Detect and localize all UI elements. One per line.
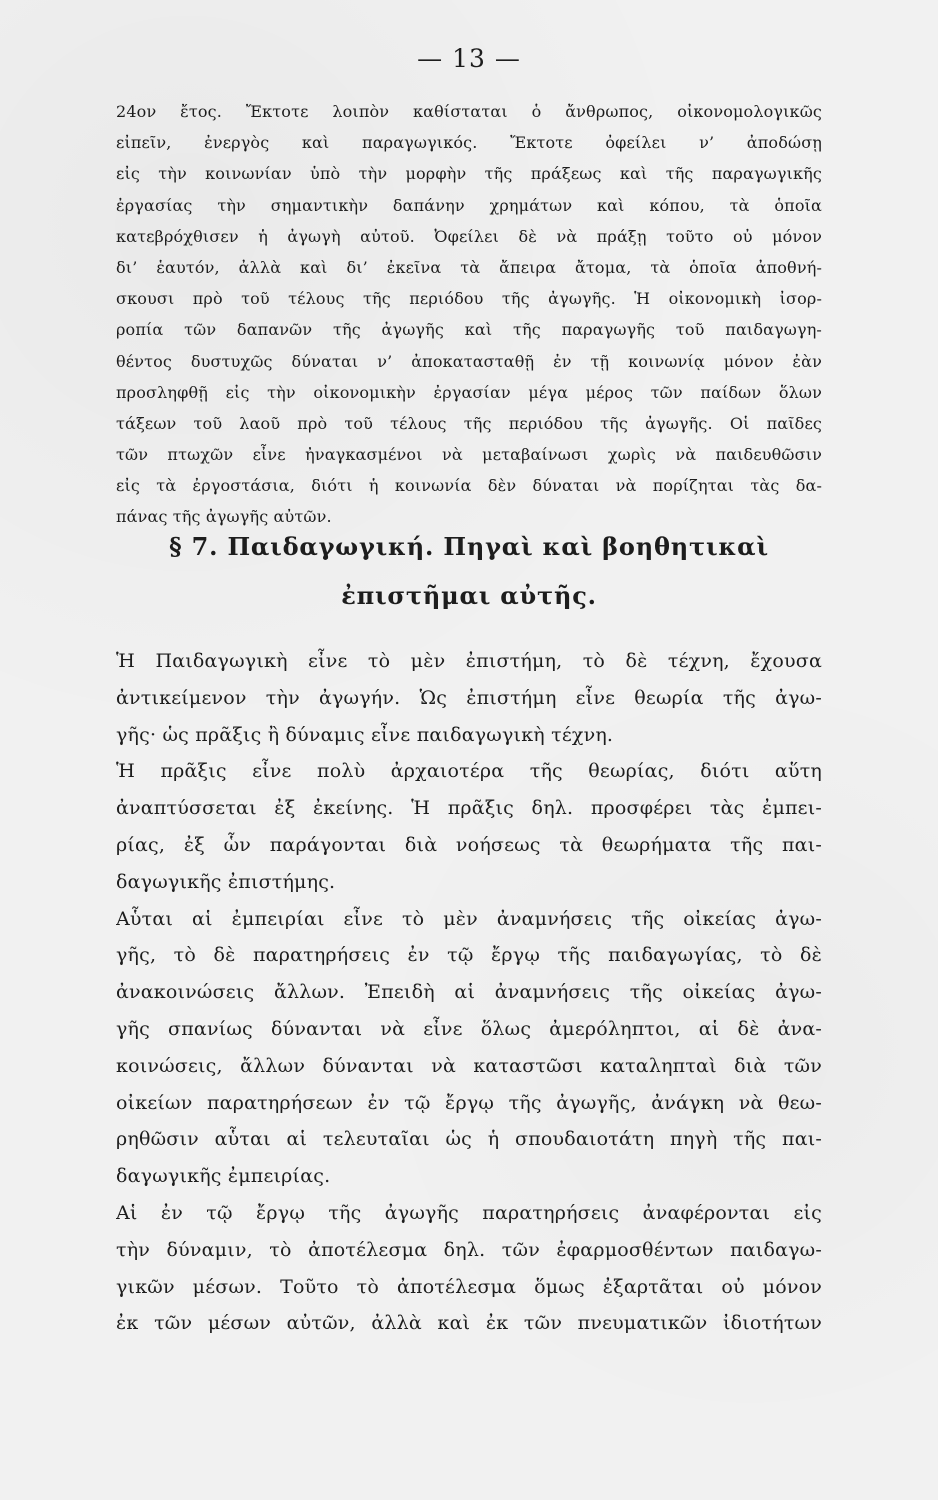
text-line: τῶν πτωχῶν εἶνε ἠναγκασμένοι νὰ μεταβαίνωσι χωρὶς νὰ παιδευθῶσιν — [116, 445, 822, 465]
text-line: ἀνακοινώσεις ἄλλων. Ἐπειδὴ αἱ ἀναμνήσεις τῆς οἰκείας ἀγω- — [116, 981, 822, 1004]
text-line: ἐργασίας τὴν σημαντικὴν δαπάνην χρημάτων καὶ κόπου, τὰ ὁποῖα — [116, 195, 822, 215]
text-line: τάξεων τοῦ λαοῦ πρὸ τοῦ τέλους τῆς περιόδου τῆς ἀγωγῆς. Οἱ παῖδες — [116, 413, 822, 433]
text-line: εἰπεῖν, ἐνεργὸς καὶ παραγωγικός. Ἔκτοτε ὀφείλει ν’ ἀποδώσῃ — [116, 133, 822, 153]
text-line: Αὗται αἱ ἐμπειρίαι εἶνε τὸ μὲν ἀναμνήσεις τῆς οἰκείας ἀγω- — [116, 907, 822, 930]
text-line: δι’ ἑαυτόν, ἀλλὰ καὶ δι’ ἐκεῖνα τὰ ἄπειρα ἄτομα, τὰ ὁποῖα ἀποθνή- — [116, 257, 822, 277]
text-line: 24ον ἔτος. Ἔκτοτε λοιπὸν καθίσταται ὁ ἄνθρωπος, οἰκονομολογικῶς — [116, 102, 822, 121]
text-line: Ἡ πρᾶξις εἶνε πολὺ ἀρχαιοτέρα τῆς θεωρίας, διότι αὕτη — [116, 760, 822, 783]
text-line: δαγωγικῆς ἐπιστήμης. — [116, 870, 336, 893]
text-line: ρηθῶσιν αὗται αἱ τελευταῖαι ὡς ἡ σπουδαιοτάτη πηγὴ τῆς παι- — [116, 1128, 822, 1151]
text-line: οἰκείων παρατηρήσεων ἐν τῷ ἔργῳ τῆς ἀγωγῆς, ἀνάγκη νὰ θεω- — [116, 1091, 822, 1114]
text-line: ἀντικείμενον τὴν ἀγωγήν. Ὡς ἐπιστήμη εἶνε θεωρία τῆς ἀγω- — [116, 686, 822, 709]
text-line: γῆς, τὸ δὲ παρατηρήσεις ἐν τῷ ἔργῳ τῆς παιδαγωγίας, τὸ δὲ — [116, 944, 822, 967]
text-line: κατεβρόχθισεν ἡ ἀγωγὴ αὐτοῦ. Ὀφείλει δὲ νὰ πράξῃ τοῦτο οὐ μόνον — [116, 226, 822, 246]
text-line: ρίας, ἐξ ὧν παράγονται διὰ νοήσεως τὰ θεωρήματα τῆς παι- — [116, 833, 822, 856]
text-line: εἰς τὴν κοινωνίαν ὑπὸ τὴν μορφὴν τῆς πράξεως καὶ τῆς παραγωγικῆς — [116, 164, 822, 184]
text-line: δαγωγικῆς ἐμπειρίας. — [116, 1165, 331, 1188]
section-heading-continuation: ἐπιστῆμαι αὐτῆς. — [341, 581, 597, 610]
text-line: γῆς σπανίως δύνανται νὰ εἶνε ὅλως ἀμερόληπτοι, αἱ δὲ ἀνα- — [116, 1017, 822, 1040]
text-line: γικῶν μέσων. Τοῦτο τὸ ἀποτέλεσμα ὅμως ἐξαρτᾶται οὐ μόνον — [116, 1275, 822, 1298]
text-line: γῆς· ὡς πρᾶξις ἢ δύναμις εἶνε παιδαγωγικὴ τέχνη. — [116, 723, 614, 746]
text-line: σκουσι πρὸ τοῦ τέλους τῆς περιόδου τῆς ἀγωγῆς. Ἡ οἰκονομικὴ ἰσορ- — [116, 289, 822, 309]
text-line: κοινώσεις, ἄλλων δύνανται νὰ καταστῶσι καταληπταὶ διὰ τῶν — [116, 1054, 822, 1077]
intro-paragraph — [116, 96, 822, 533]
section-body — [116, 643, 822, 1342]
text-line: τὴν δύναμιν, τὸ ἀποτέλεσμα δηλ. τῶν ἐφαρμοσθέντων παιδαγω- — [116, 1238, 822, 1261]
section-heading: § 7. Παιδαγωγική. Πηγαὶ καὶ βοηθητικαὶ — [169, 532, 769, 561]
text-line: θέντος δυστυχῶς δύναται ν’ ἀποκατασταθῇ ἐν τῇ κοινωνίᾳ μόνον ἐὰν — [116, 351, 822, 371]
text-line: Ἡ Παιδαγωγικὴ εἶνε τὸ μὲν ἐπιστήμη, τὸ δὲ τέχνη, ἔχουσα — [116, 650, 822, 672]
text-line: Αἱ ἐν τῷ ἔργῳ τῆς ἀγωγῆς παρατηρήσεις ἀναφέρονται εἰς — [116, 1201, 822, 1224]
text-line: πάνας τῆς ἀγωγῆς αὐτῶν. — [116, 507, 332, 527]
text-line: εἰς τὰ ἐργοστάσια, διότι ἡ κοινωνία δὲν δύναται νὰ πορίζηται τὰς δα- — [116, 476, 822, 496]
text-line: ροπία τῶν δαπανῶν τῆς ἀγωγῆς καὶ τῆς παραγωγῆς τοῦ παιδαγωγη- — [116, 320, 822, 340]
page-number: — 13 — — [417, 44, 521, 73]
text-line: ἐκ τῶν μέσων αὐτῶν, ἀλλὰ καὶ ἐκ τῶν πνευματικῶν ἰδιοτήτων — [116, 1312, 822, 1335]
text-line: προσληφθῇ εἰς τὴν οἰκονομικὴν ἐργασίαν μέγα μέρος τῶν παίδων ὅλων — [116, 382, 822, 402]
text-line: ἀναπτύσσεται ἐξ ἐκείνης. Ἡ πρᾶξις δηλ. προσφέρει τὰς ἐμπει- — [116, 797, 822, 820]
